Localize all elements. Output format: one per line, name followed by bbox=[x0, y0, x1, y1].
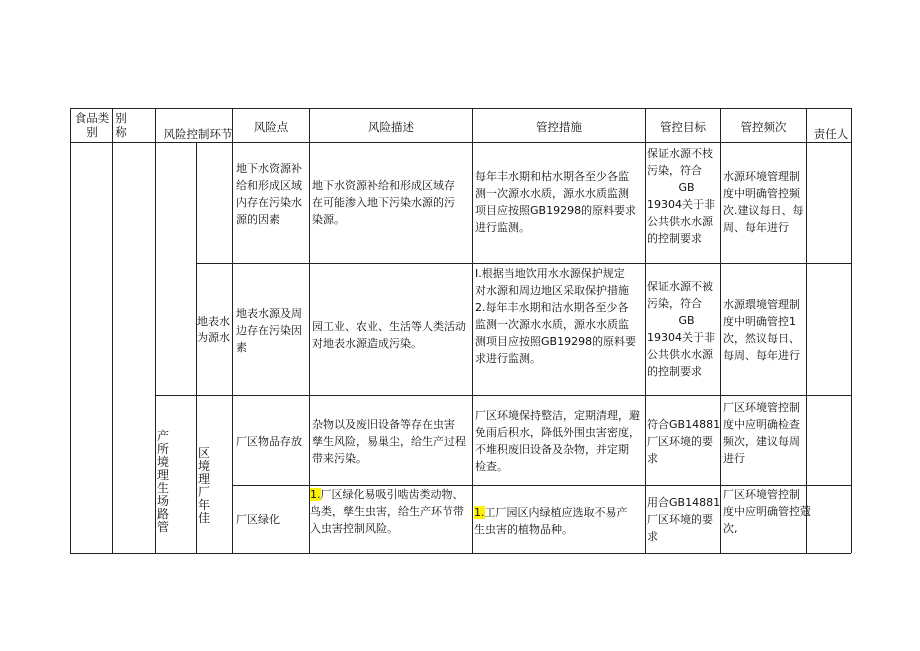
row2-risk-desc: 园工业、农业、生活等人类活动 对地表水源造成污染。 bbox=[312, 320, 466, 350]
row3-risk-point: 厂区物品存放 bbox=[236, 435, 302, 448]
row2-risk-point: 地表水源及周 边存在污染因 素 bbox=[236, 307, 302, 354]
grid-line bbox=[112, 108, 113, 553]
row3-control-frequency: 厂区环境管控制 度中应明确检查 频次，建议每周 进行 bbox=[723, 401, 800, 465]
grid-line bbox=[472, 108, 473, 553]
group-factory-environment: 产所境理生场路管 bbox=[156, 429, 169, 534]
row4-risk-point: 厂区绿化 bbox=[236, 513, 280, 526]
row4-control-target: 用合GB14881 厂区环境的要 求 bbox=[647, 496, 721, 543]
row4-control-measure bbox=[474, 504, 628, 538]
row1-risk-desc: 地下水资源补给和形成区域存 在可能渗入地下污染水源的污 染源。 bbox=[312, 179, 455, 226]
header-control-target: 管控目标 bbox=[660, 120, 706, 134]
row3-control-measure: 厂区环境保持整洁，定期清理，避 免雨后积水，降低外围虫害密度， 不堆积废旧设备及杂物，并定期 检查。 bbox=[475, 409, 640, 473]
row1-control-target: 保证水源不枝 污染，符合 GB 19304关于非 公共供水水源 的控制要求 bbox=[647, 147, 715, 245]
group-factory-area: 区境理厂年佳 bbox=[197, 446, 210, 525]
row1-risk-point: 地下水资源补 给和形成区域 内存在污染水 源的因素 bbox=[236, 162, 302, 226]
row3-risk-desc: 杂物以及废旧设备等存在虫害 孳生风险，易巢尘，给生产过程 带来污染。 bbox=[312, 418, 466, 465]
row4-control-measure-text: 工厂园区内绿植应选取不易产 生虫害的植物品种。 bbox=[474, 506, 628, 536]
row2-control-measure: I.根据当地饮用水水源保护规定 对水源和周边地区采取保护措施 2.每年丰水期和沽水期各至少各 监测一次源水水质，源水水质监 测项目应按照GB19298的原料要 求进行监测。 bbox=[475, 267, 637, 365]
highlight-mark: 1. bbox=[474, 506, 485, 519]
header-control-measure: 管控措施 bbox=[536, 120, 582, 134]
header-responsible: 责任人 bbox=[813, 127, 849, 141]
header-food-category: 食品类 别 bbox=[74, 111, 110, 139]
group-surface-water: 地表水 为源水 bbox=[197, 315, 230, 344]
row4-risk-desc-text: 厂区绿化易吸引啮齿类动物、 鸟类，孳生虫害，给生产环节带 入虫害控制风险。 bbox=[310, 488, 464, 535]
grid-line bbox=[70, 108, 71, 553]
row2-control-frequency: 水源環境管理制 度中明确管控1 次，然议每日、 每周、每年进行 bbox=[723, 298, 800, 362]
highlight-mark: 1. bbox=[310, 488, 321, 501]
row4-risk-desc bbox=[310, 486, 464, 537]
header-risk-desc: 风险描述 bbox=[368, 120, 414, 134]
header-stage: 风险控制环节 bbox=[163, 127, 233, 141]
grid-line bbox=[232, 108, 233, 553]
grid-line bbox=[70, 553, 851, 554]
grid-line bbox=[155, 395, 851, 396]
header-alias: 别 称 bbox=[115, 111, 127, 139]
header-control-frequency: 管控频次 bbox=[740, 120, 787, 134]
header-risk-point: 风险点 bbox=[253, 120, 289, 134]
grid-line bbox=[720, 108, 721, 553]
grid-line bbox=[70, 142, 851, 143]
row3-control-target: 符合GB14881 厂区环境的要 求 bbox=[647, 418, 721, 465]
row1-control-measure: 每年丰水期和枯水期各至少各监 测一次源水水质，源水水质监测 项目应按照GB19298的原料要求 进行监测。 bbox=[475, 170, 637, 234]
grid-line bbox=[196, 263, 851, 264]
row2-control-target: 保证水源不被 污染，符合 GB 19304关于非 公共供水水源 的控制要求 bbox=[647, 280, 715, 378]
row1-control-frequency: 水源环境管理制 度中明确管控频 次.建议每日、每 周、每年进行 bbox=[723, 170, 804, 234]
grid-line bbox=[645, 108, 646, 553]
grid-line bbox=[70, 108, 851, 109]
grid-line bbox=[851, 108, 852, 553]
row4-control-frequency: 厂区环境管控制 度中应明确管控蔻 次, bbox=[723, 488, 811, 535]
